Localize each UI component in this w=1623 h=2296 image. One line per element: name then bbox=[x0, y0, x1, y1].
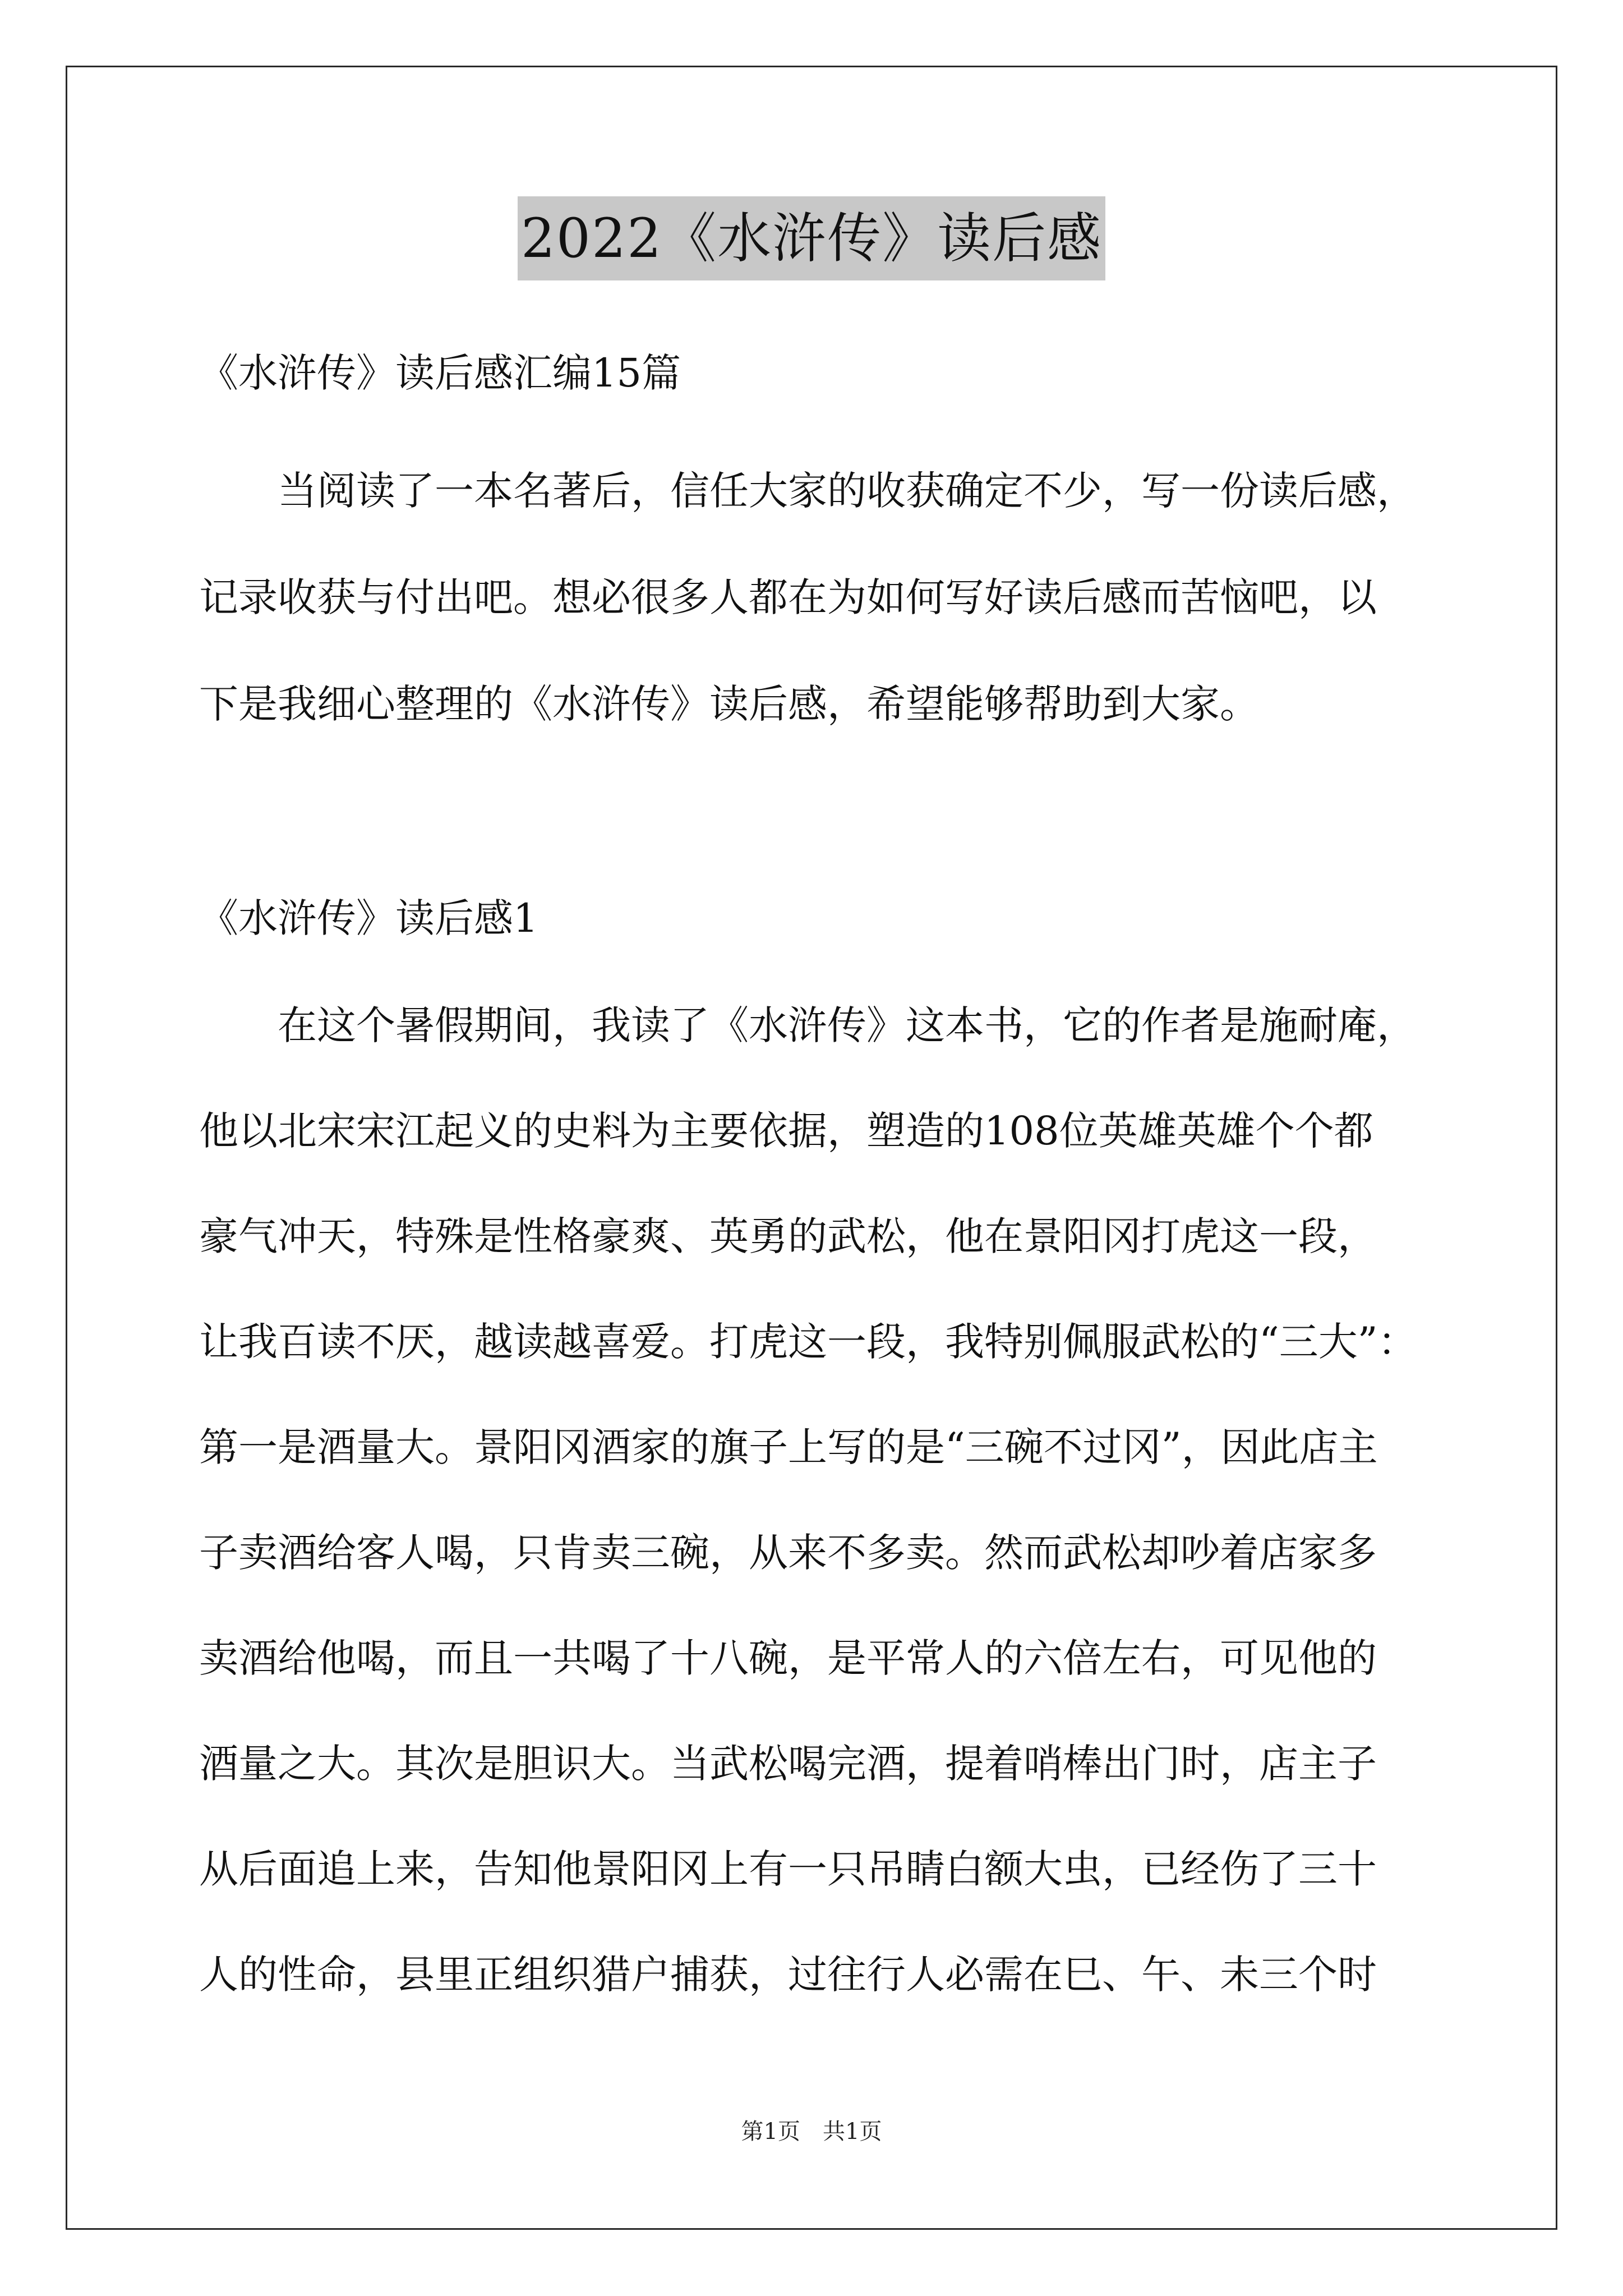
body-line: 在这个暑假期间，我读了《水浒传》这本书，它的作者是施耐庵， bbox=[199, 1002, 1416, 1048]
document-subtitle: 《水浒传》读后感汇编15篇 bbox=[199, 350, 681, 396]
title-container bbox=[0, 196, 1623, 280]
body-line: 让我百读不厌，越读越喜爱。打虎这一段，我特别佩服武松的“三大”： bbox=[199, 1319, 1417, 1365]
intro-line: 记录收获与付出吧。想必很多人都在为如何写好读后感而苦恼吧，以 bbox=[199, 574, 1377, 620]
section-heading: 《水浒传》读后感1 bbox=[199, 895, 538, 941]
body-line: 第一是酒量大。景阳冈酒家的旗子上写的是“三碗不过冈”，因此店主 bbox=[199, 1424, 1378, 1470]
body-line: 酒量之大。其次是胆识大。当武松喝完酒，提着哨棒出门时，店主子 bbox=[199, 1741, 1377, 1787]
body-line: 豪气冲天，特殊是性格豪爽、英勇的武松，他在景阳冈打虎这一段， bbox=[199, 1213, 1377, 1259]
intro-line: 下是我细心整理的《水浒传》读后感，希望能够帮助到大家。 bbox=[199, 681, 1259, 727]
document-title: 2022《水浒传》读后感 bbox=[518, 196, 1105, 280]
page-footer: 第1页 共1页 bbox=[741, 2119, 882, 2145]
body-line: 人的性命，县里正组织猎户捕获，过往行人必需在巳、午、未三个时 bbox=[199, 1952, 1377, 1998]
body-line: 卖酒给他喝，而且一共喝了十八碗，是平常人的六倍左右，可见他的 bbox=[199, 1635, 1377, 1681]
intro-line: 当阅读了一本名著后，信任大家的收获确定不少，写一份读后感， bbox=[199, 468, 1416, 514]
body-line: 子卖酒给客人喝，只肯卖三碗，从来不多卖。然而武松却吵着店家多 bbox=[199, 1530, 1377, 1576]
body-line: 从后面追上来，告知他景阳冈上有一只吊睛白额大虫，已经伤了三十 bbox=[199, 1846, 1377, 1892]
body-line: 他以北宋宋江起义的史料为主要依据，塑造的108位英雄英雄个个都 bbox=[199, 1108, 1373, 1154]
